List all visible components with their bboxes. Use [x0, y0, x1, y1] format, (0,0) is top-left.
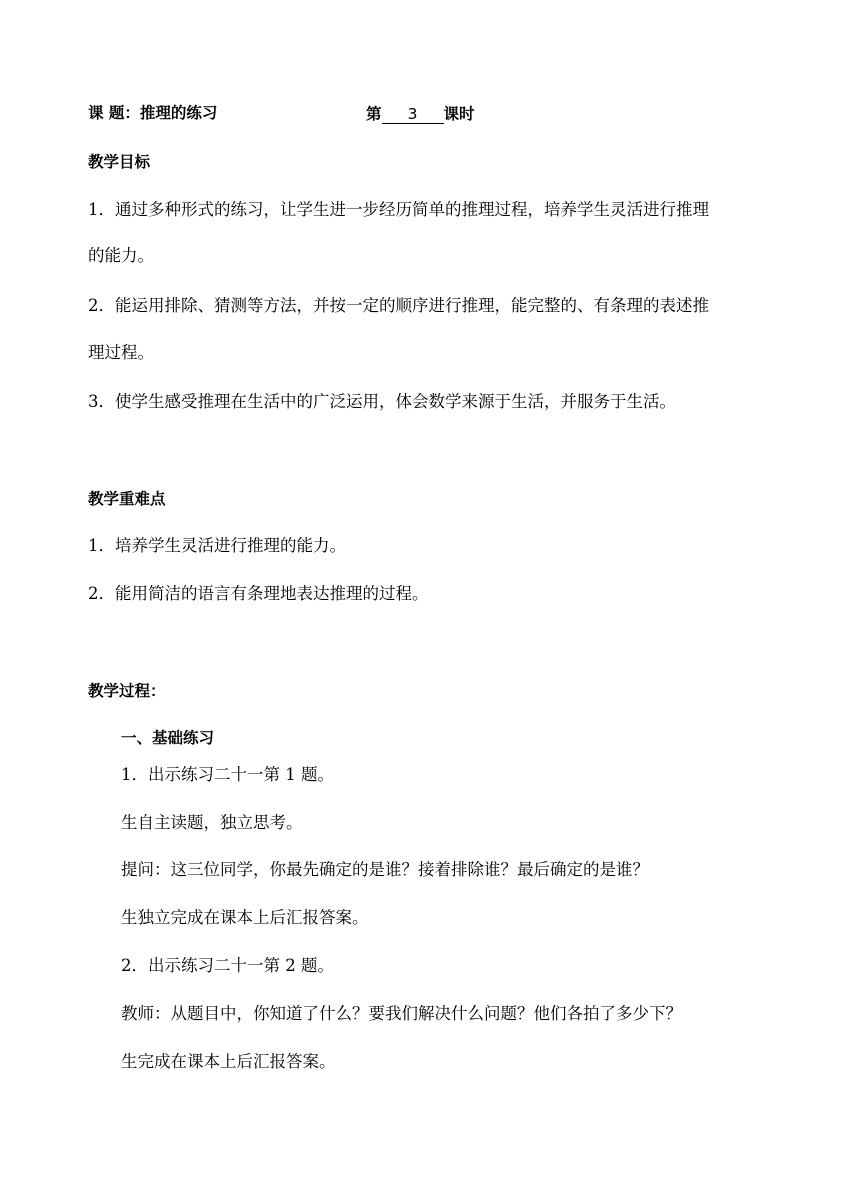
process-line: 生自主读题，独立思考。: [121, 813, 303, 832]
key-point-line: 1．培养学生灵活进行推理的能力。: [88, 536, 346, 555]
objective-line: 1．通过多种形式的练习，让学生进一步经历简单的推理过程，培养学生灵活进行推理: [88, 200, 709, 219]
process-line: 生独立完成在课本上后汇报答案。: [121, 908, 369, 927]
process-line: 提问：这三位同学，你最先确定的是谁？接着排除谁？最后确定的是谁？: [121, 860, 649, 879]
process-line: 1．出示练习二十一第 1 题。: [121, 765, 334, 784]
key-points-heading: 教学重难点: [88, 490, 166, 508]
process-line: 生完成在课本上后汇报答案。: [121, 1052, 336, 1071]
process-line: 教师：从题目中，你知道了什么？要我们解决什么问题？他们各拍了多少下？: [121, 1004, 682, 1023]
objective-line: 的能力。: [88, 246, 154, 265]
objective-line: 2．能运用排除、猜测等方法，并按一定的顺序进行推理，能完整的、有条理的表述推: [88, 296, 709, 315]
process-heading: 教学过程：: [88, 682, 166, 700]
lesson-prefix: 第: [366, 105, 382, 123]
lesson-suffix: 课时: [443, 105, 475, 123]
lesson-number: 3: [382, 106, 444, 124]
process-line: 2．出示练习二十一第 2 题。: [121, 956, 334, 975]
lesson-title: 课 题：推理的练习: [88, 104, 218, 122]
key-point-line: 2．能用简洁的语言有条理地表达推理的过程。: [88, 584, 429, 603]
objective-line: 理过程。: [88, 343, 154, 362]
objective-line: 3．使学生感受推理在生活中的广泛运用，体会数学来源于生活，并服务于生活。: [88, 392, 676, 411]
section-title: 一、基础练习: [121, 729, 215, 747]
objectives-heading: 教学目标: [88, 153, 151, 171]
lesson-number-label: [366, 102, 475, 124]
